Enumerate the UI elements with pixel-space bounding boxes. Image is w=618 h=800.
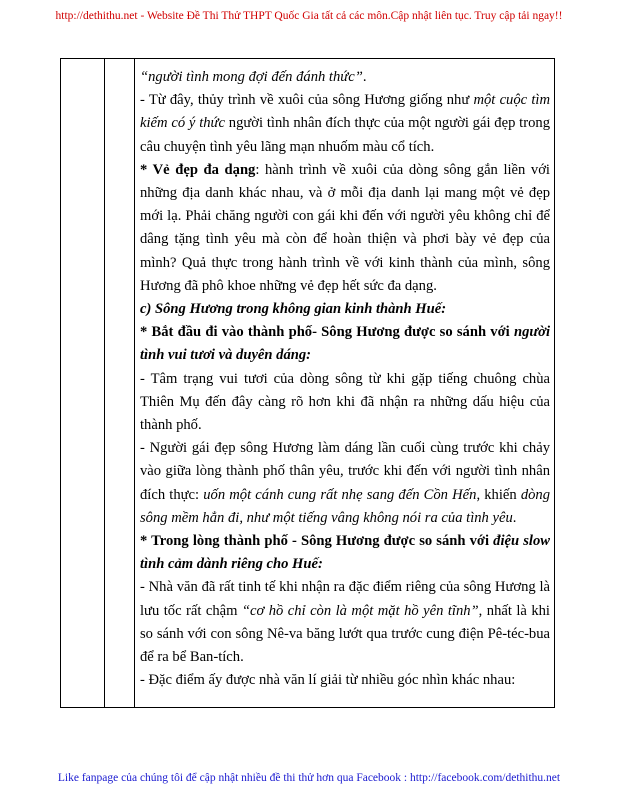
period: . — [512, 509, 517, 526]
content-cell — [140, 66, 550, 692]
content-table — [60, 58, 555, 708]
section-heading-text: c) Sông Hương trong không gian kinh thành Huế: — [140, 301, 447, 318]
paragraph-6: - Tâm trạng vui tươi của dòng sông từ khi gặp tiếng chuông chùa Thiên Mụ đến đây càng rõ hơn khi đã nhận ra những dấu hiệu của thành phố. — [140, 370, 550, 434]
bold-italic-phrase: người tình vui tươi và duyên dáng: — [140, 324, 550, 364]
section-heading — [140, 298, 550, 321]
quote-text: “người tình mong đợi đến đánh thức” — [140, 69, 363, 85]
paragraph-8 — [140, 530, 550, 576]
paragraph-3 — [140, 159, 550, 298]
period: . — [362, 69, 367, 85]
text-segment: - Nhà văn đã rất tinh tế khi nhận ra đặc điểm riêng của sông Hương là lưu tốc rất chậm — [140, 579, 550, 619]
text-segment: - Người gái đẹp sông Hương làm dáng lần cuối cùng trước khi chảy vào giữa lòng thành phố thân yêu, trước khi đến với người tình nhân đích thực: — [140, 440, 550, 503]
bold-heading: * Bắt đầu đi vào thành phố- Sông Hương được so sánh với — [140, 324, 514, 341]
column-divider-1 — [104, 58, 105, 707]
text-segment: , khiến — [476, 486, 521, 503]
bold-heading: * Trong lòng thành phố - Sông Hương được so sánh với — [140, 533, 494, 550]
column-divider-2 — [134, 58, 135, 707]
paragraph-10: - Đặc điểm ấy được nhà văn lí giải từ nhiều góc nhìn khác nhau: — [140, 672, 516, 689]
italic-quote: “cơ hồ chỉ còn là một mặt hồ yên tĩnh” — [241, 602, 479, 619]
bold-heading: * Vẻ đẹp đa dạng — [140, 161, 256, 178]
paragraph-1 — [140, 66, 550, 89]
text-segment: , nhất là khi so sánh với con sông Nê-va băng lướt qua trước cung điện Pê-téc-bua để ra bể Ban-tích. — [140, 602, 550, 666]
paragraph-2 — [140, 89, 550, 159]
italic-phrase: một cuộc tìm kiếm có ý thức — [140, 92, 550, 132]
header-banner[interactable]: http://dethithu.net - Website Đề Thi Thử THPT Quốc Gia tất cả các môn.Cập nhật liên tục. Truy cập tải ngay!! — [55, 10, 563, 22]
paragraph-9 — [140, 576, 550, 669]
text-segment: - Từ đây, thủy trình về xuôi của sông Hương giống như — [140, 92, 474, 109]
text-segment: : hành trình về xuôi của dòng sông gắn liền với những địa danh khác nhau, và ở mỗi địa danh lại mang một vẻ đẹp mới lạ. Phải chăng người con gái khi đến với người yêu không chỉ để dâng tặng tình yêu mà còn để hoàn thiện và phơi bày vẻ đẹp của mình? Quả thực trong hành trình về với kinh thành của mình, sông Hương đã phô khoe những vẻ đẹp hết sức đa dạng. — [140, 161, 550, 294]
italic-phrase: dòng sông mềm hẳn đi, như một tiếng vâng không nói ra của tình yêu — [140, 486, 550, 526]
paragraph-7 — [140, 437, 550, 530]
bold-italic-phrase: điệu slow tình cảm dành riêng cho Huế: — [140, 533, 551, 573]
paragraph-5 — [140, 321, 550, 367]
italic-phrase: uốn một cánh cung rất nhẹ sang đến Cồn Hến — [203, 486, 477, 503]
footer-banner[interactable]: Like fanpage của chúng tôi để cập nhật nhiều đề thi thử hơn qua Facebook : http://facebook.com/dethithu.net — [57, 772, 561, 784]
text-segment: người tình nhân đích thực của một người gái đẹp trong câu chuyện tình yêu lãng mạn nhuốm màu cổ tích. — [140, 115, 550, 155]
